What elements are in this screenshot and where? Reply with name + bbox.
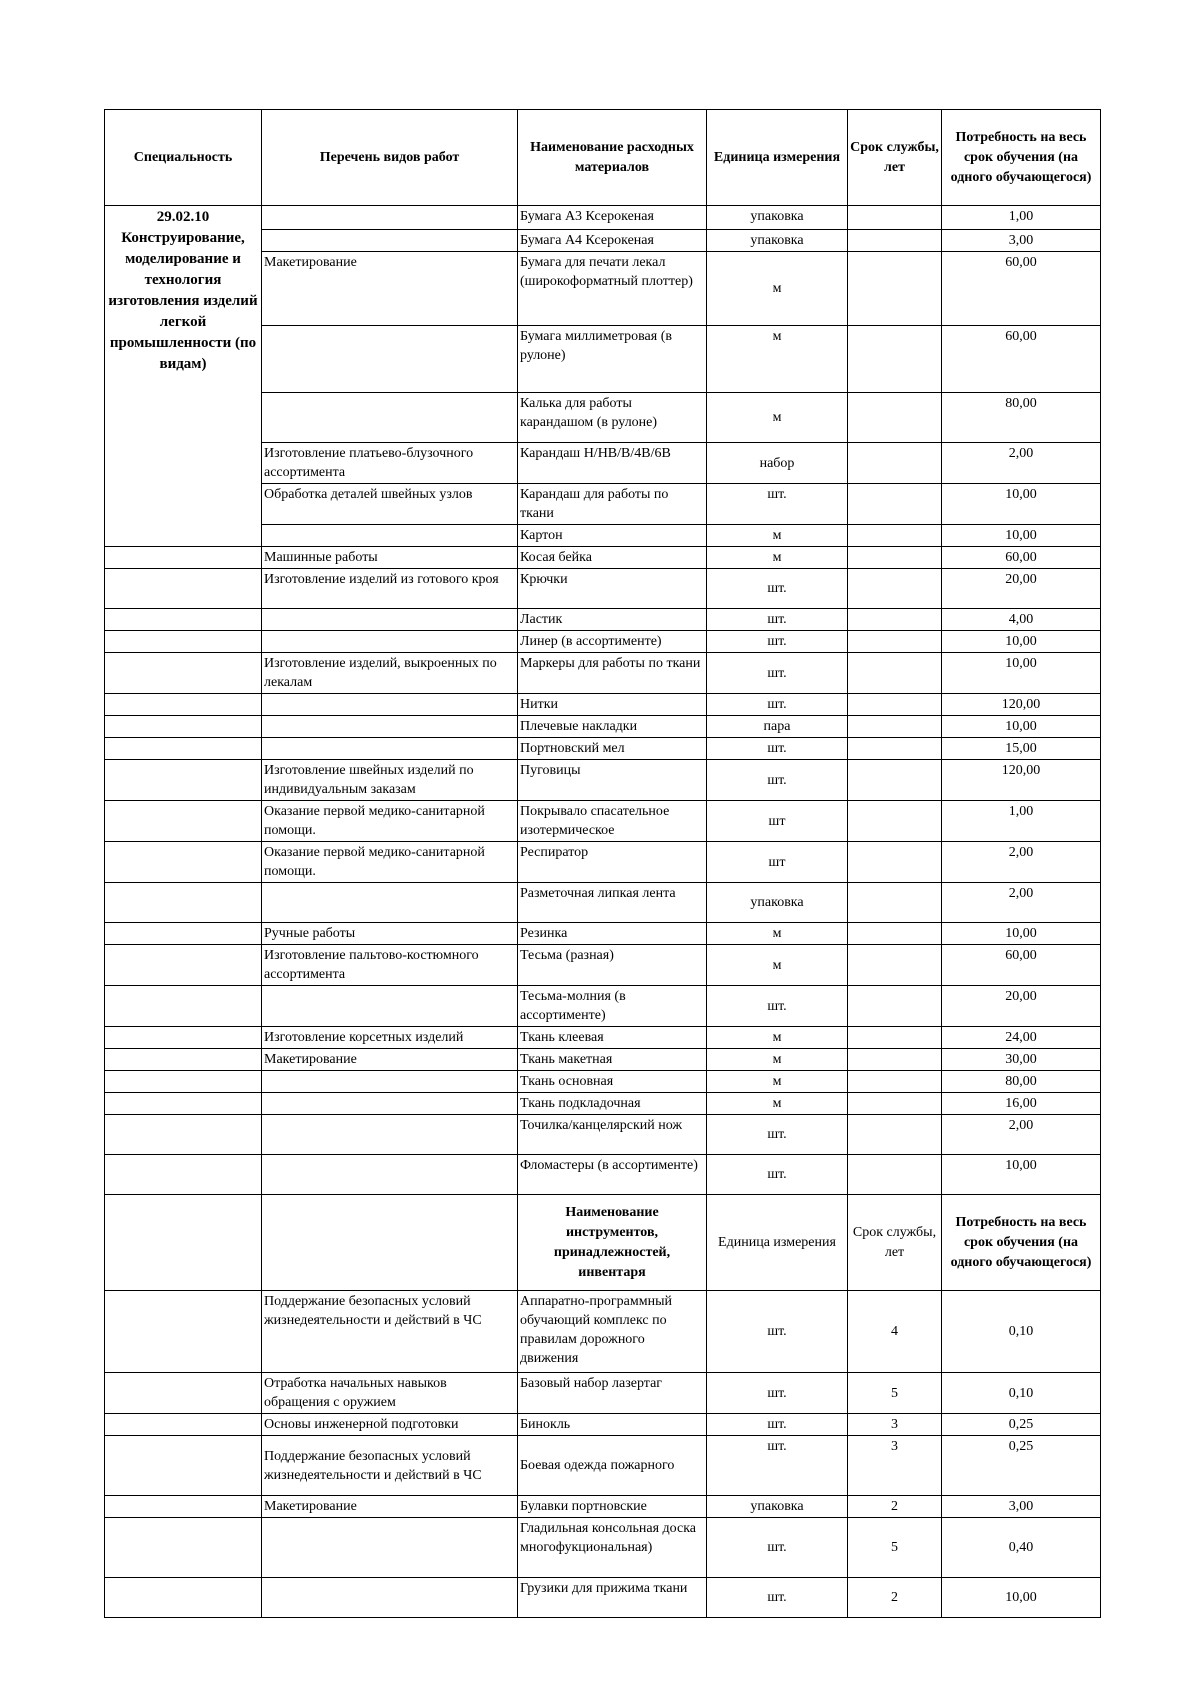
service-life-cell bbox=[848, 923, 942, 945]
unit-cell: шт. bbox=[707, 569, 848, 609]
material-name-cell: Косая бейка bbox=[518, 547, 707, 569]
requirement-cell: 3,00 bbox=[942, 1496, 1101, 1518]
requirement-cell: 2,00 bbox=[942, 1115, 1101, 1155]
specialty-empty-cell bbox=[105, 923, 262, 945]
tools-header-need: Потребность на весь срок обучения (на одного обучающегося) bbox=[942, 1195, 1101, 1291]
tool-name-cell: Аппаратно-программный обучающий комплекс по правилам дорожного движения bbox=[518, 1291, 707, 1373]
service-life-cell bbox=[848, 525, 942, 547]
material-row bbox=[105, 1049, 1101, 1071]
material-name-cell: Резинка bbox=[518, 923, 707, 945]
tool-row bbox=[105, 1414, 1101, 1436]
work-type-cell bbox=[262, 230, 518, 252]
specialty-cell: 29.02.10 Конструирование, моделирование и технология изготовления изделий легкой промышленности (по видам) bbox=[105, 206, 262, 547]
work-type-cell: Поддержание безопасных условий жизнедеятельности и действий в ЧС bbox=[262, 1291, 518, 1373]
work-type-cell: Поддержание безопасных условий жизнедеятельности и действий в ЧС bbox=[262, 1436, 518, 1496]
work-type-cell bbox=[262, 206, 518, 230]
material-name-cell: Бумага миллиметровая (в рулоне) bbox=[518, 326, 707, 393]
requirement-cell: 60,00 bbox=[942, 326, 1101, 393]
service-life-cell: 2 bbox=[848, 1578, 942, 1618]
requirement-cell: 10,00 bbox=[942, 525, 1101, 547]
material-name-cell: Линер (в ассортименте) bbox=[518, 631, 707, 653]
service-life-cell: 5 bbox=[848, 1373, 942, 1414]
tool-row bbox=[105, 1436, 1101, 1496]
unit-cell: шт. bbox=[707, 609, 848, 631]
unit-cell: м bbox=[707, 547, 848, 569]
specialty-empty-cell bbox=[105, 547, 262, 569]
materials-table bbox=[104, 109, 1101, 1618]
unit-cell: м bbox=[707, 1027, 848, 1049]
specialty-empty-cell bbox=[105, 945, 262, 986]
material-name-cell: Бумага А4 Ксерокеная bbox=[518, 230, 707, 252]
unit-cell: шт. bbox=[707, 986, 848, 1027]
unit-cell: м bbox=[707, 1071, 848, 1093]
material-name-cell: Бумага для печати лекал (широкоформатный плоттер) bbox=[518, 252, 707, 326]
material-name-cell: Респиратор bbox=[518, 842, 707, 883]
requirement-cell: 0,10 bbox=[942, 1291, 1101, 1373]
material-row bbox=[105, 631, 1101, 653]
requirement-cell: 0,25 bbox=[942, 1436, 1101, 1496]
unit-cell: шт bbox=[707, 842, 848, 883]
material-row bbox=[105, 1027, 1101, 1049]
tools-header-name: Наименование инструментов, принадлежностей, инвентаря bbox=[518, 1195, 707, 1291]
requirement-cell: 10,00 bbox=[942, 653, 1101, 694]
material-row bbox=[105, 986, 1101, 1027]
unit-cell: шт. bbox=[707, 1578, 848, 1618]
material-row bbox=[105, 883, 1101, 923]
requirement-cell: 60,00 bbox=[942, 547, 1101, 569]
material-row bbox=[105, 801, 1101, 842]
requirement-cell: 4,00 bbox=[942, 609, 1101, 631]
header-need: Потребность на весь срок обучения (на одного обучающегося) bbox=[942, 110, 1101, 206]
requirement-cell: 1,00 bbox=[942, 801, 1101, 842]
header-life: Срок службы, лет bbox=[848, 110, 942, 206]
material-row bbox=[105, 547, 1101, 569]
service-life-cell bbox=[848, 609, 942, 631]
unit-cell: пара bbox=[707, 716, 848, 738]
service-life-cell: 2 bbox=[848, 1496, 942, 1518]
unit-cell: м bbox=[707, 923, 848, 945]
requirement-cell: 80,00 bbox=[942, 393, 1101, 443]
unit-cell: шт. bbox=[707, 694, 848, 716]
requirement-cell: 120,00 bbox=[942, 760, 1101, 801]
service-life-cell: 4 bbox=[848, 1291, 942, 1373]
specialty-empty-cell bbox=[105, 738, 262, 760]
unit-cell: шт. bbox=[707, 1155, 848, 1195]
unit-cell: шт. bbox=[707, 653, 848, 694]
unit-cell: упаковка bbox=[707, 230, 848, 252]
header-unit: Единица измерения bbox=[707, 110, 848, 206]
material-name-cell: Тесьма-молния (в ассортименте) bbox=[518, 986, 707, 1027]
work-type-cell bbox=[262, 326, 518, 393]
material-name-cell: Покрывало спасательное изотермическое bbox=[518, 801, 707, 842]
header-specialty: Специальность bbox=[105, 110, 262, 206]
requirement-cell: 2,00 bbox=[942, 443, 1101, 484]
specialty-empty-cell bbox=[105, 631, 262, 653]
requirement-cell: 120,00 bbox=[942, 694, 1101, 716]
unit-cell: шт. bbox=[707, 1373, 848, 1414]
unit-cell: м bbox=[707, 525, 848, 547]
requirement-cell: 10,00 bbox=[942, 716, 1101, 738]
work-type-cell: Макетирование bbox=[262, 1049, 518, 1071]
unit-cell: упаковка bbox=[707, 883, 848, 923]
specialty-empty-cell bbox=[105, 1115, 262, 1155]
requirement-cell: 10,00 bbox=[942, 631, 1101, 653]
unit-cell: шт. bbox=[707, 738, 848, 760]
requirement-cell: 3,00 bbox=[942, 230, 1101, 252]
unit-cell: шт bbox=[707, 801, 848, 842]
requirement-cell: 10,00 bbox=[942, 1578, 1101, 1618]
material-name-cell: Карандаш для работы по ткани bbox=[518, 484, 707, 525]
service-life-cell bbox=[848, 252, 942, 326]
requirement-cell: 2,00 bbox=[942, 883, 1101, 923]
material-row bbox=[105, 694, 1101, 716]
requirement-cell: 60,00 bbox=[942, 252, 1101, 326]
work-type-cell bbox=[262, 1093, 518, 1115]
material-row bbox=[105, 738, 1101, 760]
header-works: Перечень видов работ bbox=[262, 110, 518, 206]
specialty-empty-cell bbox=[105, 883, 262, 923]
material-name-cell: Нитки bbox=[518, 694, 707, 716]
material-name-cell: Крючки bbox=[518, 569, 707, 609]
material-name-cell: Картон bbox=[518, 525, 707, 547]
service-life-cell bbox=[848, 1093, 942, 1115]
specialty-empty-cell bbox=[105, 1578, 262, 1618]
specialty-empty-cell bbox=[105, 1155, 262, 1195]
service-life-cell bbox=[848, 1155, 942, 1195]
work-type-cell bbox=[262, 609, 518, 631]
material-row bbox=[105, 609, 1101, 631]
material-name-cell: Ткань клеевая bbox=[518, 1027, 707, 1049]
service-life-cell bbox=[848, 986, 942, 1027]
service-life-cell bbox=[848, 694, 942, 716]
material-row bbox=[105, 1155, 1101, 1195]
work-type-cell bbox=[262, 1115, 518, 1155]
service-life-cell: 5 bbox=[848, 1518, 942, 1578]
work-type-cell: Машинные работы bbox=[262, 547, 518, 569]
work-type-cell: Отработка начальных навыков обращения с оружием bbox=[262, 1373, 518, 1414]
work-type-cell: Изготовление платьево-блузочного ассортимента bbox=[262, 443, 518, 484]
material-name-cell: Бумага А3 Ксерокеная bbox=[518, 206, 707, 230]
material-name-cell: Ткань основная bbox=[518, 1071, 707, 1093]
unit-cell: шт. bbox=[707, 631, 848, 653]
material-row bbox=[105, 842, 1101, 883]
specialty-empty-cell bbox=[105, 986, 262, 1027]
work-type-cell bbox=[262, 1578, 518, 1618]
material-row bbox=[105, 1071, 1101, 1093]
service-life-cell bbox=[848, 945, 942, 986]
unit-cell: шт. bbox=[707, 1436, 848, 1496]
unit-cell: м bbox=[707, 393, 848, 443]
document-sheet bbox=[104, 109, 1100, 1618]
material-row bbox=[105, 1115, 1101, 1155]
service-life-cell bbox=[848, 801, 942, 842]
unit-cell: набор bbox=[707, 443, 848, 484]
material-name-cell: Тесьма (разная) bbox=[518, 945, 707, 986]
work-type-cell bbox=[262, 694, 518, 716]
service-life-cell bbox=[848, 631, 942, 653]
service-life-cell bbox=[848, 1049, 942, 1071]
service-life-cell bbox=[848, 842, 942, 883]
material-name-cell: Маркеры для работы по ткани bbox=[518, 653, 707, 694]
tool-name-cell: Грузики для прижима ткани bbox=[518, 1578, 707, 1618]
service-life-cell bbox=[848, 716, 942, 738]
specialty-empty-cell bbox=[105, 801, 262, 842]
service-life-cell bbox=[848, 230, 942, 252]
service-life-cell bbox=[848, 569, 942, 609]
service-life-cell bbox=[848, 547, 942, 569]
work-type-cell bbox=[262, 525, 518, 547]
service-life-cell bbox=[848, 1027, 942, 1049]
work-type-cell: Изготовление пальтово-костюмного ассортимента bbox=[262, 945, 518, 986]
requirement-cell: 16,00 bbox=[942, 1093, 1101, 1115]
material-row bbox=[105, 569, 1101, 609]
unit-cell: упаковка bbox=[707, 206, 848, 230]
work-type-cell: Изготовление корсетных изделий bbox=[262, 1027, 518, 1049]
tool-name-cell: Бинокль bbox=[518, 1414, 707, 1436]
work-type-cell: Макетирование bbox=[262, 1496, 518, 1518]
unit-cell: м bbox=[707, 252, 848, 326]
requirement-cell: 15,00 bbox=[942, 738, 1101, 760]
material-name-cell: Ткань макетная bbox=[518, 1049, 707, 1071]
specialty-empty-cell bbox=[105, 1373, 262, 1414]
tools-header-row bbox=[105, 1195, 1101, 1291]
tools-header-life: Срок службы, лет bbox=[848, 1195, 942, 1291]
work-type-cell bbox=[262, 393, 518, 443]
header-name: Наименование расходных материалов bbox=[518, 110, 707, 206]
specialty-empty-cell bbox=[105, 842, 262, 883]
unit-cell: шт. bbox=[707, 1414, 848, 1436]
tool-row bbox=[105, 1291, 1101, 1373]
unit-cell: упаковка bbox=[707, 1496, 848, 1518]
service-life-cell bbox=[848, 1115, 942, 1155]
requirement-cell: 0,25 bbox=[942, 1414, 1101, 1436]
requirement-cell: 0,10 bbox=[942, 1373, 1101, 1414]
requirement-cell: 0,40 bbox=[942, 1518, 1101, 1578]
header-row bbox=[105, 110, 1101, 206]
unit-cell: шт. bbox=[707, 760, 848, 801]
work-type-cell: Ручные работы bbox=[262, 923, 518, 945]
material-name-cell: Точилка/канцелярский нож bbox=[518, 1115, 707, 1155]
service-life-cell bbox=[848, 443, 942, 484]
work-type-cell bbox=[262, 738, 518, 760]
service-life-cell bbox=[848, 206, 942, 230]
work-type-cell bbox=[262, 986, 518, 1027]
requirement-cell: 80,00 bbox=[942, 1071, 1101, 1093]
requirement-cell: 10,00 bbox=[942, 923, 1101, 945]
tool-row bbox=[105, 1518, 1101, 1578]
specialty-empty-cell bbox=[105, 1049, 262, 1071]
material-name-cell: Фломастеры (в ассортименте) bbox=[518, 1155, 707, 1195]
material-name-cell: Карандаш H/HB/B/4B/6B bbox=[518, 443, 707, 484]
requirement-cell: 2,00 bbox=[942, 842, 1101, 883]
service-life-cell: 3 bbox=[848, 1414, 942, 1436]
material-name-cell: Пуговицы bbox=[518, 760, 707, 801]
requirement-cell: 24,00 bbox=[942, 1027, 1101, 1049]
service-life-cell bbox=[848, 484, 942, 525]
service-life-cell bbox=[848, 738, 942, 760]
requirement-cell: 10,00 bbox=[942, 484, 1101, 525]
work-type-cell: Оказание первой медико-санитарной помощи. bbox=[262, 842, 518, 883]
service-life-cell bbox=[848, 760, 942, 801]
specialty-empty-cell bbox=[105, 1027, 262, 1049]
unit-cell: шт. bbox=[707, 1518, 848, 1578]
unit-cell: м bbox=[707, 326, 848, 393]
specialty-empty-cell bbox=[105, 1071, 262, 1093]
requirement-cell: 20,00 bbox=[942, 986, 1101, 1027]
tool-row bbox=[105, 1496, 1101, 1518]
specialty-empty-cell bbox=[105, 760, 262, 801]
work-type-cell: Оказание первой медико-санитарной помощи. bbox=[262, 801, 518, 842]
service-life-cell: 3 bbox=[848, 1436, 942, 1496]
work-type-cell bbox=[262, 1155, 518, 1195]
material-name-cell: Ластик bbox=[518, 609, 707, 631]
work-type-cell: Изготовление швейных изделий по индивидуальным заказам bbox=[262, 760, 518, 801]
specialty-empty-cell bbox=[105, 609, 262, 631]
service-life-cell bbox=[848, 653, 942, 694]
requirement-cell: 1,00 bbox=[942, 206, 1101, 230]
specialty-empty-cell bbox=[105, 653, 262, 694]
tool-row bbox=[105, 1373, 1101, 1414]
work-type-cell: Макетирование bbox=[262, 252, 518, 326]
requirement-cell: 30,00 bbox=[942, 1049, 1101, 1071]
work-type-cell bbox=[262, 1071, 518, 1093]
unit-cell: м bbox=[707, 1093, 848, 1115]
unit-cell: м bbox=[707, 945, 848, 986]
unit-cell: шт. bbox=[707, 1115, 848, 1155]
unit-cell: шт. bbox=[707, 1291, 848, 1373]
material-name-cell: Ткань подкладочная bbox=[518, 1093, 707, 1115]
specialty-empty-cell bbox=[105, 1436, 262, 1496]
material-row bbox=[105, 1093, 1101, 1115]
tools-header-work-cell bbox=[262, 1195, 518, 1291]
specialty-empty-cell bbox=[105, 1414, 262, 1436]
requirement-cell: 20,00 bbox=[942, 569, 1101, 609]
material-name-cell: Плечевые накладки bbox=[518, 716, 707, 738]
material-row bbox=[105, 923, 1101, 945]
material-row bbox=[105, 653, 1101, 694]
requirement-cell: 10,00 bbox=[942, 1155, 1101, 1195]
tool-row bbox=[105, 1578, 1101, 1618]
specialty-empty-cell bbox=[105, 1291, 262, 1373]
material-name-cell: Разметочная липкая лента bbox=[518, 883, 707, 923]
material-row bbox=[105, 206, 1101, 230]
work-type-cell bbox=[262, 631, 518, 653]
material-name-cell: Калька для работы карандашом (в рулоне) bbox=[518, 393, 707, 443]
tool-name-cell: Булавки портновские bbox=[518, 1496, 707, 1518]
material-row bbox=[105, 716, 1101, 738]
specialty-empty-cell bbox=[105, 1518, 262, 1578]
work-type-cell: Изготовление изделий из готового кроя bbox=[262, 569, 518, 609]
specialty-empty-cell bbox=[105, 1496, 262, 1518]
work-type-cell: Изготовление изделий, выкроенных по лекалам bbox=[262, 653, 518, 694]
tool-name-cell: Базовый набор лазертаг bbox=[518, 1373, 707, 1414]
service-life-cell bbox=[848, 326, 942, 393]
work-type-cell: Основы инженерной подготовки bbox=[262, 1414, 518, 1436]
work-type-cell bbox=[262, 1518, 518, 1578]
work-type-cell: Обработка деталей швейных узлов bbox=[262, 484, 518, 525]
specialty-empty-cell bbox=[105, 694, 262, 716]
unit-cell: м bbox=[707, 1049, 848, 1071]
material-name-cell: Портновский мел bbox=[518, 738, 707, 760]
material-row bbox=[105, 945, 1101, 986]
work-type-cell bbox=[262, 883, 518, 923]
tools-header-spec-cell bbox=[105, 1195, 262, 1291]
specialty-empty-cell bbox=[105, 716, 262, 738]
specialty-empty-cell bbox=[105, 569, 262, 609]
work-type-cell bbox=[262, 716, 518, 738]
unit-cell: шт. bbox=[707, 484, 848, 525]
service-life-cell bbox=[848, 1071, 942, 1093]
material-row bbox=[105, 760, 1101, 801]
requirement-cell: 60,00 bbox=[942, 945, 1101, 986]
tool-name-cell: Гладильная консольная доска многофукциональная) bbox=[518, 1518, 707, 1578]
tool-name-cell: Боевая одежда пожарного bbox=[518, 1436, 707, 1496]
specialty-empty-cell bbox=[105, 1093, 262, 1115]
service-life-cell bbox=[848, 883, 942, 923]
service-life-cell bbox=[848, 393, 942, 443]
tools-header-unit: Единица измерения bbox=[707, 1195, 848, 1291]
